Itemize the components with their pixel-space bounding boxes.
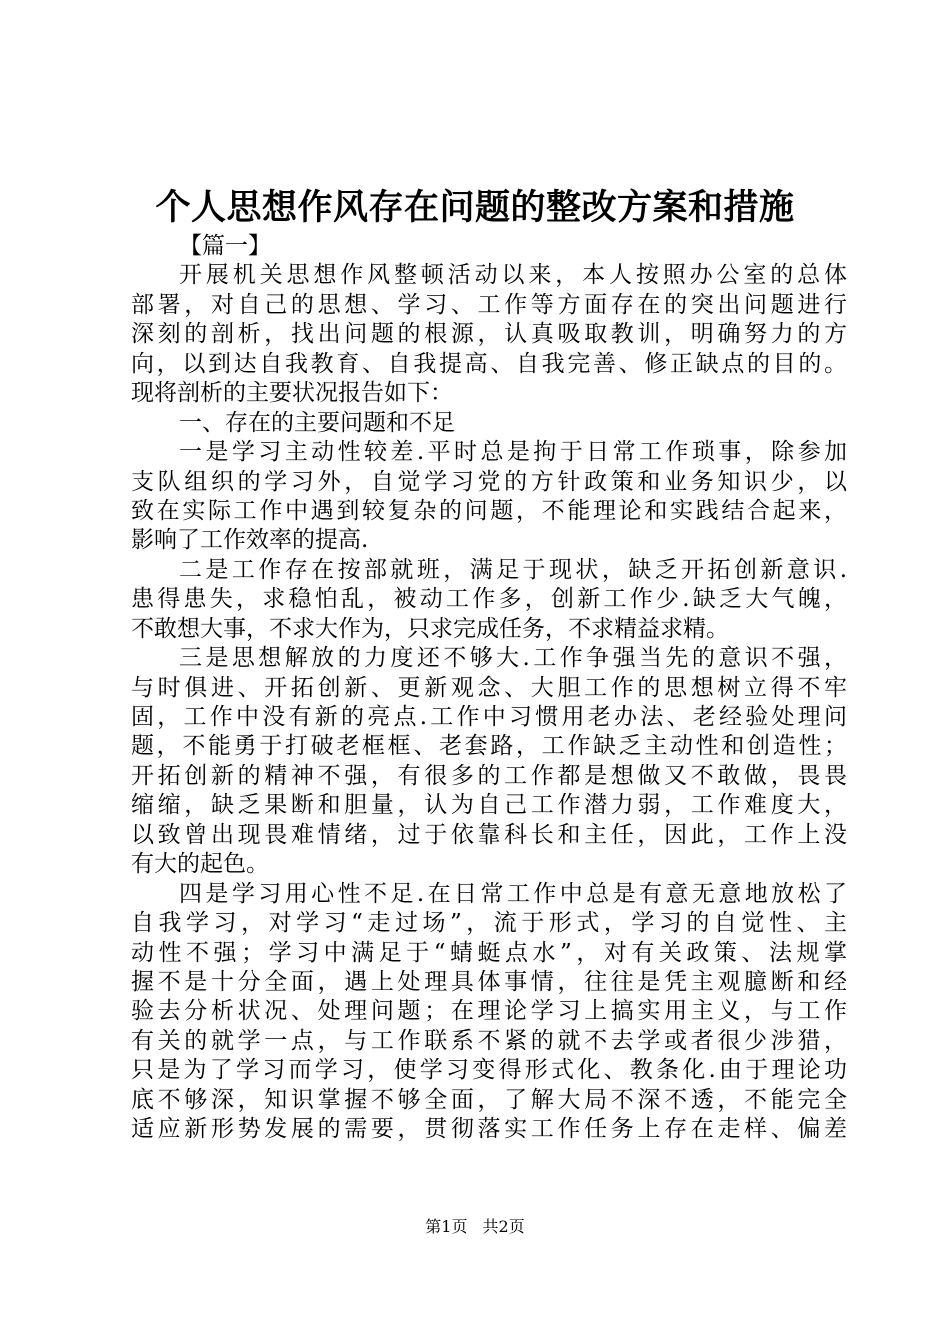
document-title: 个人思想作风存在问题的整改方案和措施 — [155, 187, 795, 228]
page-footer — [0, 1215, 950, 1239]
text-line: 有大的起色。 — [131, 851, 269, 878]
text-line: 适应新形势发展的需要，贯彻落实工作任务上存在走样、偏差 — [131, 1116, 847, 1143]
text-line: 有关的就学一点，与工作联系不紧的就不去学或者很少涉猎， — [131, 1027, 847, 1054]
text-line: 影响了工作效率的提高. — [131, 527, 369, 554]
text-line: 二是工作存在按部就班，满足于现状，缺乏开拓创新意识. — [179, 556, 847, 583]
text-line: 固，工作中没有新的亮点.工作中习惯用老办法、老经验处理问 — [131, 704, 847, 730]
text-line: 一、存在的主要问题和不足 — [179, 409, 455, 436]
text-line: 验去分析状况、处理问题；在理论学习上搞实用主义，与工作 — [131, 998, 847, 1025]
text-line: 致在实际工作中遇到较复杂的问题，不能理论和实践结合起来， — [131, 497, 847, 524]
text-line: 底不够深，知识掌握不够全面，了解大局不深不透，不能完全 — [131, 1086, 847, 1113]
text-line: 动性不强；学习中满足于“蜻蜓点水”，对有关政策、法规掌 — [131, 939, 847, 966]
text-line: 深刻的剖析，找出问题的根源，认真吸取教训，明确努力的方 — [131, 321, 847, 348]
text-line: 开拓创新的精神不强，有很多的工作都是想做又不敢做，畏畏 — [131, 762, 847, 789]
text-line: 以致曾出现畏难情绪，过于依靠科长和主任，因此，工作上没 — [131, 821, 847, 848]
text-line: 一是学习主动性较差.平时总是拘于日常工作琐事，除参加 — [179, 439, 847, 466]
text-line: 只是为了学习而学习，使学习变得形式化、教条化.由于理论功 — [131, 1057, 847, 1084]
text-line: 患得患失，求稳怕乱，被动工作多，创新工作少.缺乏大气魄， — [131, 586, 847, 613]
page-total: 共2页 — [482, 1217, 525, 1236]
text-line: 与时俱进、开拓创新、更新观念、大胆工作的思想树立得不牢 — [131, 674, 847, 701]
text-line: 支队组织的学习外，自觉学习党的方针政策和业务知识少，以 — [131, 468, 847, 495]
text-line: 不敢想大事，不求大作为，只求完成任务，不求精益求精。 — [131, 615, 729, 642]
text-line: 缩缩，缺乏果断和胆量，认为自己工作潜力弱，工作难度大， — [131, 792, 847, 819]
text-line: 现将剖析的主要状况报告如下： — [131, 380, 453, 407]
text-line: 三是思想解放的力度还不够大.工作争强当先的意识不强， — [179, 645, 847, 672]
text-line: 部署，对自己的思想、学习、工作等方面存在的突出问题进行 — [131, 291, 847, 318]
text-line: 四是学习用心性不足.在日常工作中总是有意无意地放松了 — [179, 880, 847, 907]
text-line: 向，以到达自我教育、自我提高、自我完善、修正缺点的目的。 — [131, 350, 847, 377]
text-line: 自我学习，对学习“走过场”，流于形式，学习的自觉性、主 — [131, 910, 847, 937]
document-body — [131, 232, 847, 1145]
text-line: 开展机关思想作风整顿活动以来，本人按照办公室的总体 — [179, 262, 847, 289]
text-line: 题，不能勇于打破老框框、老套路，工作缺乏主动性和创造性； — [131, 733, 847, 760]
text-line: 【篇一】 — [179, 233, 271, 259]
page-number: 第1页 — [425, 1217, 468, 1236]
text-line: 握不是十分全面，遇上处理具体事情，往往是凭主观臆断和经 — [131, 968, 847, 995]
